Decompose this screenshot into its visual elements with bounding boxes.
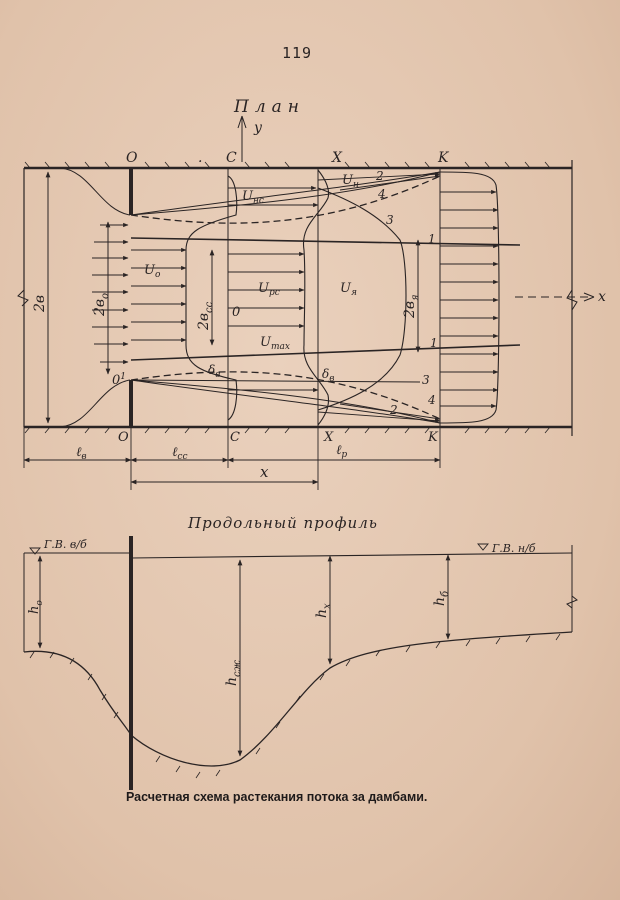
label-point-o: 0 bbox=[232, 305, 241, 320]
profile-section-c bbox=[186, 176, 237, 420]
curve-label-2-bottom: 2 bbox=[390, 403, 398, 417]
label-x-top: X bbox=[332, 150, 342, 166]
dim-h0-label: $h_o$ bbox=[27, 600, 45, 614]
gv-downstream-label: Г.В. н/б bbox=[492, 542, 536, 555]
left-break bbox=[18, 290, 28, 306]
label-u-o: $U_о$ bbox=[144, 263, 161, 280]
gv-upstream-label: Г.В. в/б bbox=[44, 538, 87, 551]
label-point-o1: $0^1$ bbox=[112, 372, 127, 388]
label-c-top: C bbox=[226, 150, 237, 166]
inflow-curve-top bbox=[60, 168, 130, 215]
label-u-n: $U_н$ bbox=[342, 173, 359, 190]
label-dot-top: . bbox=[198, 150, 203, 166]
curve-2-top bbox=[131, 172, 440, 215]
curve-label-4-bottom: 4 bbox=[428, 393, 436, 407]
dim-lcc-label: ℓ$_{сс}$ bbox=[172, 445, 188, 462]
dim-x-label: x bbox=[260, 463, 269, 481]
dim-hszh-label: $h_{сж}$ bbox=[224, 660, 243, 686]
dim-2b-label: 2в bbox=[32, 294, 48, 312]
label-u-ns: $U_{нс}$ bbox=[242, 189, 264, 206]
label-u-rs: $U_{рс}$ bbox=[258, 281, 280, 298]
curve-label-2-top: 2 bbox=[376, 169, 384, 183]
curve-label-1-top: 1 bbox=[428, 232, 436, 246]
label-delta-b: $\delta_в$ bbox=[208, 363, 221, 380]
label-c-bottom: C bbox=[230, 430, 240, 445]
label-o-bottom: O bbox=[118, 430, 129, 445]
section-c-arrows bbox=[131, 250, 186, 340]
section-k-arrows bbox=[440, 192, 498, 406]
label-o-top: O bbox=[126, 150, 138, 166]
x-axis-label: x bbox=[598, 289, 606, 305]
page-number: 119 bbox=[282, 44, 313, 62]
label-k-bottom: K bbox=[428, 430, 438, 445]
label-u-ya: $U_я$ bbox=[340, 281, 357, 298]
dim-hx-label: $h_x$ bbox=[314, 603, 333, 618]
bed-downstream bbox=[131, 632, 572, 766]
dim-hb-label: $h_б$ bbox=[432, 590, 451, 606]
label-k-top: K bbox=[438, 150, 449, 166]
figure-caption: Расчетная схема растекания потока за дамбами. bbox=[126, 790, 428, 804]
curve-label-3-top: 3 bbox=[386, 213, 394, 227]
dim-lv-label: ℓ$_в$ bbox=[76, 445, 87, 462]
dim-lp-label: ℓ$_р$ bbox=[336, 443, 348, 460]
curve-label-3-bottom: 3 bbox=[422, 373, 430, 387]
curve-label-1-bottom: 1 bbox=[430, 336, 438, 350]
label-x-bottom: X bbox=[324, 430, 334, 445]
profile-section-x bbox=[303, 170, 328, 425]
label-u-max: $U_{max}$ bbox=[260, 335, 290, 352]
core-line-1-top bbox=[131, 238, 520, 245]
dim-2bsc-label: $2в_{сс}$ bbox=[196, 301, 215, 330]
profile-title: Продольный профиль bbox=[188, 514, 378, 532]
label-delta-b2: $\delta_в$ bbox=[322, 367, 335, 384]
y-axis-label: y bbox=[254, 120, 262, 136]
bed-upstream bbox=[24, 651, 131, 735]
dim-2by-label: $2в_я$ bbox=[402, 294, 421, 318]
dim-2b0-label: $2в_о$ bbox=[92, 292, 111, 316]
curve-label-4-top: 4 bbox=[378, 187, 386, 201]
plan-title: План bbox=[234, 97, 305, 117]
